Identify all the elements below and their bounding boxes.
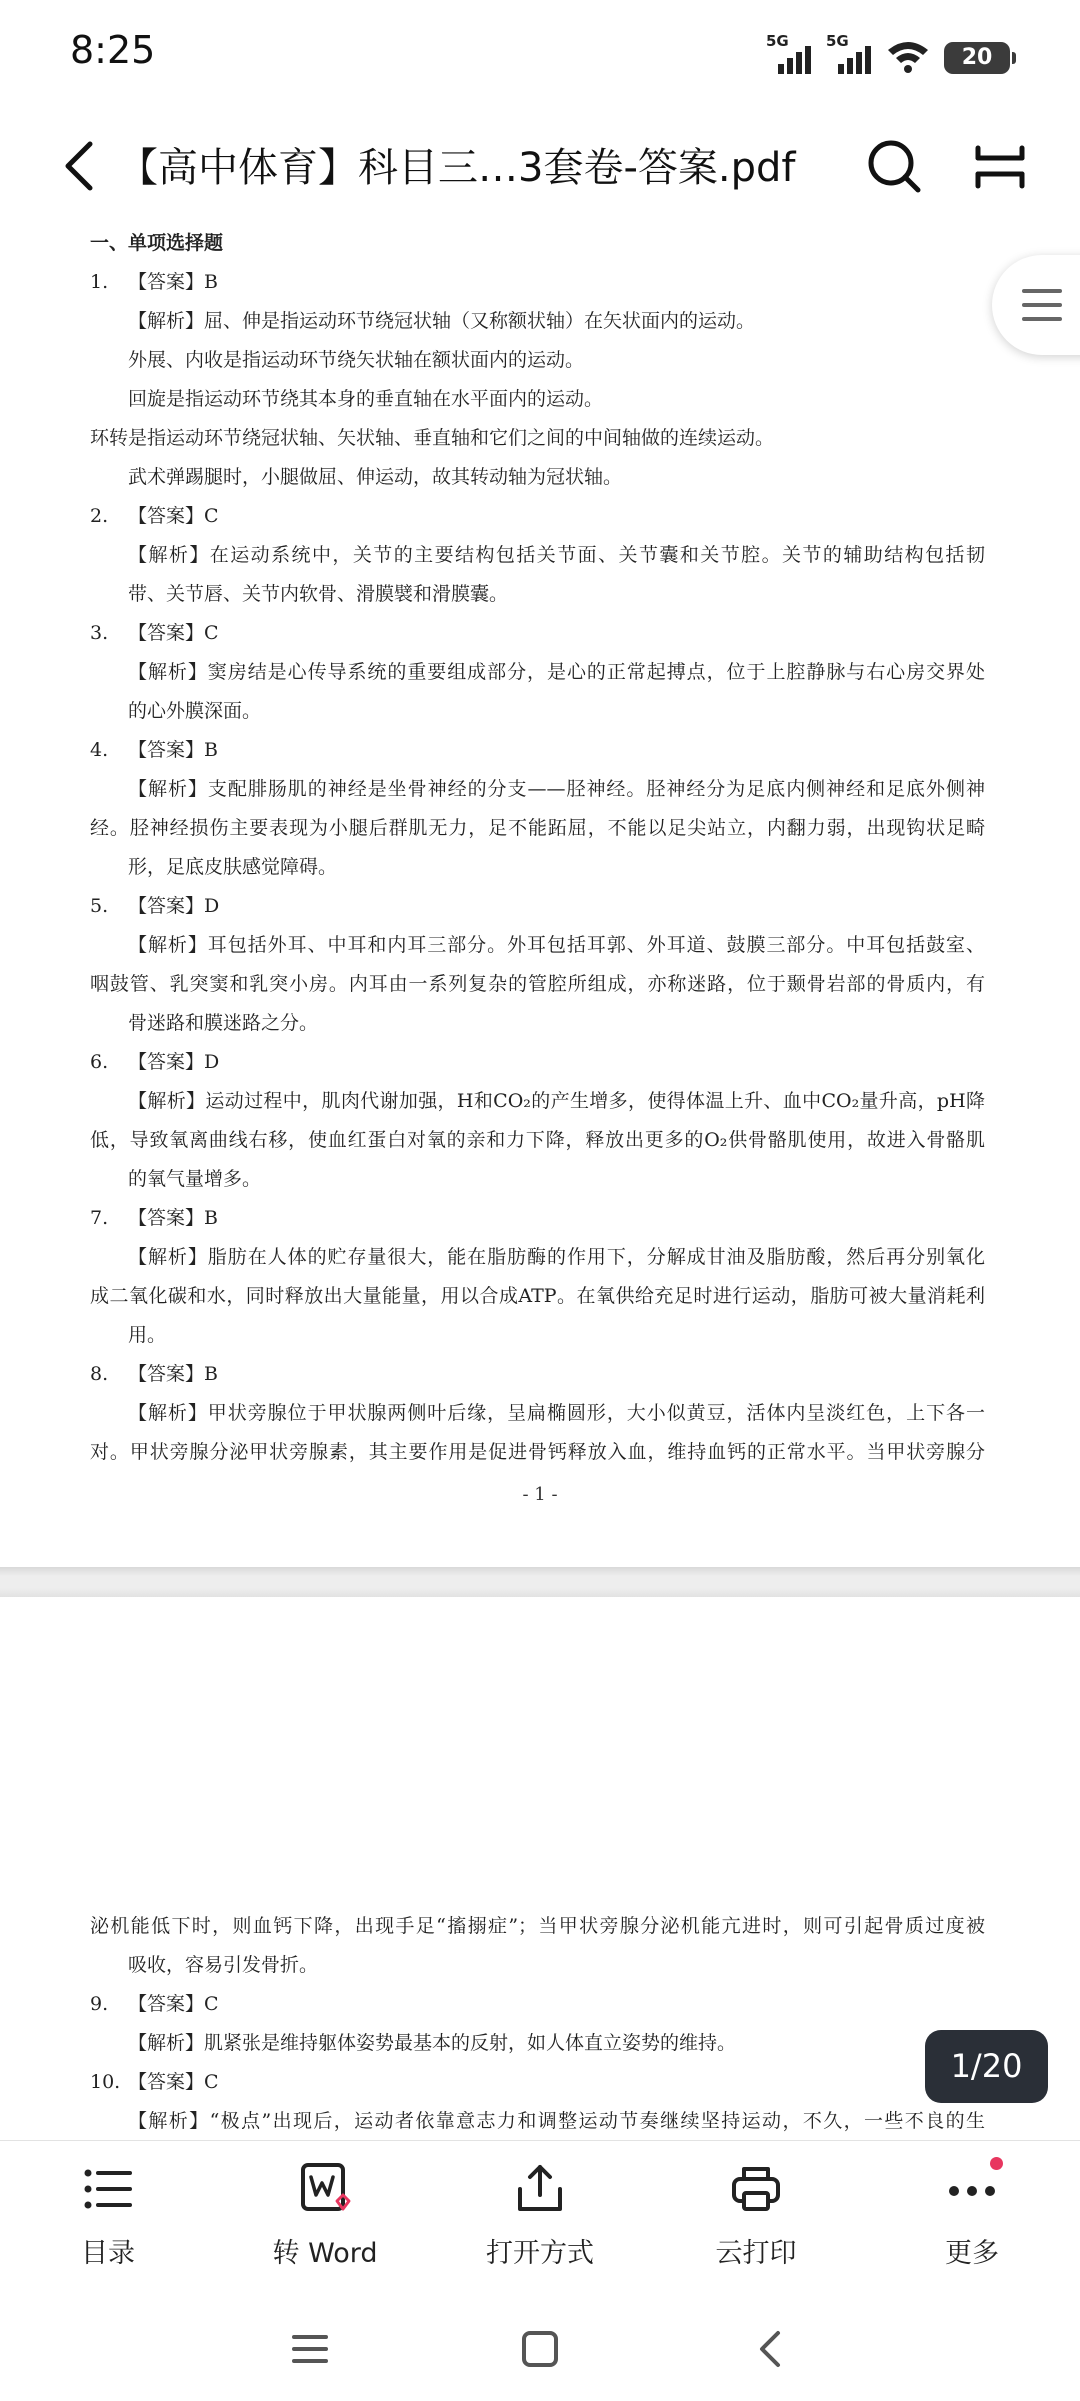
- toolbar-label: 更多: [945, 2238, 999, 2269]
- answer-line: [90, 731, 985, 770]
- toolbar-label: 云打印: [715, 2238, 797, 2269]
- question-number: 5.: [90, 895, 109, 917]
- explanation-line: 带、关节唇、关节内软骨、滑膜襞和滑膜囊。: [128, 583, 509, 605]
- explanation-line: 【解析】脂肪在人体的贮存量很大，能在脂肪酶的作用下，分解成甘油及脂肪酸，然后再分别氧化: [128, 1246, 985, 1268]
- page-separator: [0, 1567, 1080, 1597]
- question-number: 8.: [90, 1363, 109, 1385]
- explanation-line: 经。胫神经损伤主要表现为小腿后群肌无力，足不能跖屈，不能以足尖站立，内翻力弱，出现钩状足畸: [90, 817, 985, 839]
- home-icon[interactable]: [510, 2319, 570, 2379]
- explanation-line: 骨迷路和膜迷路之分。: [128, 1012, 319, 1034]
- answer-text: 【答案】B: [128, 271, 218, 293]
- answer-line: [90, 1043, 985, 1082]
- back-icon[interactable]: [740, 2319, 800, 2379]
- answer-line: [90, 614, 985, 653]
- explanation-line: 形，足底皮肤感觉障碍。: [128, 856, 338, 878]
- pdf-page-1: [0, 222, 1080, 1567]
- printer-icon: [728, 2161, 784, 2217]
- pdf-viewer[interactable]: [0, 222, 1080, 2140]
- question-number: 3.: [90, 622, 109, 644]
- back-arrow-icon[interactable]: [52, 136, 112, 196]
- answer-text: 【答案】B: [128, 1207, 218, 1229]
- answer-text: 【答案】D: [128, 895, 220, 917]
- explanation-line: 低，导致氧离曲线右移，使血红蛋白对氧的亲和力下降，释放出更多的O₂供骨骼肌使用，故进入骨骼肌: [90, 1129, 985, 1151]
- network-type-label: 5G: [826, 32, 849, 50]
- status-icons: [766, 30, 1010, 74]
- explanation-line: 武术弹踢腿时，小腿做屈、伸运动，故其转动轴为冠状轴。: [128, 466, 623, 488]
- answer-text: 【答案】C: [128, 1993, 219, 2015]
- explanation-line: 咽鼓管、乳突窦和乳突小房。内耳由一系列复杂的管腔所组成，亦称迷路，位于颞骨岩部的骨质内，有: [90, 973, 985, 995]
- page-2-content: [90, 1907, 985, 2140]
- pdf-page-2: [0, 1597, 1080, 2140]
- explanation-line: 回旋是指运动环节绕其本身的垂直轴在水平面内的运动。: [128, 388, 604, 410]
- explanation-line: 【解析】甲状旁腺位于甲状腺两侧叶后缘，呈扁椭圆形，大小似黄豆，活体内呈淡红色，上下各一: [128, 1402, 985, 1424]
- explanation-line: 【解析】支配腓肠肌的神经是坐骨神经的分支——胫神经。胫神经分为足底内侧神经和足底外侧神: [128, 778, 985, 800]
- question-number: 1.: [90, 271, 109, 293]
- explanation-line: 用。: [128, 1324, 167, 1346]
- hamburger-icon: [1020, 285, 1064, 325]
- answer-text: 【答案】C: [128, 622, 219, 644]
- title-bar: [0, 110, 1080, 223]
- explanation-line: 【解析】窦房结是心传导系统的重要组成部分，是心的正常起搏点，位于上腔静脉与右心房交界处: [128, 661, 985, 683]
- wifi-icon: [886, 38, 930, 74]
- cellular-signal-icon: [766, 32, 812, 74]
- toolbar-item-more[interactable]: [872, 2141, 1072, 2296]
- answer-text: 【答案】B: [128, 1363, 218, 1385]
- list-icon: [80, 2161, 136, 2217]
- recents-icon[interactable]: [280, 2319, 340, 2379]
- explanation-line: 吸收，容易引发骨折。: [128, 1954, 319, 1976]
- explanation-line: 【解析】运动过程中，肌肉代谢加强，H和CO₂的产生增多，使得体温上升、血中CO₂量升高，pH降: [128, 1090, 985, 1112]
- explanation-line: 外展、内收是指运动环节绕矢状轴在额状面内的运动。: [128, 349, 585, 371]
- explanation-line: 对。甲状旁腺分泌甲状旁腺素，其主要作用是促进骨钙释放入血，维持血钙的正常水平。当甲状旁腺分: [90, 1441, 985, 1463]
- answer-line: [90, 1985, 985, 2024]
- page-1-content: [90, 224, 985, 1472]
- explanation-line: 【解析】肌紧张是维持躯体姿势最基本的反射，如人体直立姿势的维持。: [128, 2032, 737, 2054]
- explanation-line: 的氧气量增多。: [128, 1168, 262, 1190]
- explanation-line: 【解析】耳包括外耳、中耳和内耳三部分。外耳包括耳郭、外耳道、鼓膜三部分。中耳包括鼓室、: [128, 934, 985, 956]
- question-number: 4.: [90, 739, 109, 761]
- more-icon: [944, 2161, 1000, 2217]
- toolbar-item-contents[interactable]: [8, 2141, 208, 2296]
- explanation-line: 泌机能低下时，则血钙下降，出现手足“搐搦症”；当甲状旁腺分泌机能亢进时，则可引起骨质过度被: [90, 1915, 985, 1937]
- answer-line: [90, 1355, 985, 1394]
- answer-line: [90, 263, 985, 302]
- section-heading: 一、单项选择题: [90, 232, 224, 254]
- question-number: 6.: [90, 1051, 109, 1073]
- answer-text: 【答案】C: [128, 2071, 219, 2093]
- network-type-label: 5G: [766, 32, 789, 50]
- question-number: 9.: [90, 1993, 109, 2015]
- system-navigation-bar: [0, 2295, 1080, 2401]
- explanation-line: 环转是指运动环节绕冠状轴、矢状轴、垂直轴和它们之间的中间轴做的连续运动。: [90, 427, 775, 449]
- battery-icon: 20: [944, 42, 1010, 74]
- explanation-line: 成二氧化碳和水，同时释放出大量能量，用以合成ATP。在氧供给充足时进行运动，脂肪可被大量消耗利: [90, 1285, 985, 1307]
- share-icon: [512, 2161, 568, 2217]
- page-number: - 1 -: [522, 1484, 558, 1505]
- answer-line: [90, 2063, 985, 2102]
- bottom-toolbar: [0, 2140, 1080, 2296]
- explanation-line: 【解析】“极点”出现后，运动者依靠意志力和调整运动节奏继续坚持运动，不久，一些不良的生: [128, 2110, 985, 2132]
- question-number: 2.: [90, 505, 109, 527]
- document-title: 【高中体育】科目三…3套卷-答案.pdf: [118, 145, 796, 191]
- cellular-signal-icon: [826, 32, 872, 74]
- word-convert-icon: [297, 2161, 353, 2217]
- answer-text: 【答案】C: [128, 505, 219, 527]
- answer-line: [90, 1199, 985, 1238]
- explanation-line: 的心外膜深面。: [128, 700, 262, 722]
- status-bar: [0, 0, 1080, 110]
- toolbar-label: 转 Word: [272, 2238, 378, 2269]
- page-indicator: 1/20: [925, 2030, 1048, 2103]
- status-time: 8:25: [70, 28, 156, 72]
- notification-dot: [990, 2157, 1003, 2170]
- question-number: 7.: [90, 1207, 109, 1229]
- answer-line: [90, 497, 985, 536]
- explanation-line: 【解析】在运动系统中，关节的主要结构包括关节面、关节囊和关节腔。关节的辅助结构包括韧: [128, 544, 985, 566]
- toolbar-label: 打开方式: [486, 2238, 594, 2269]
- read-mode-icon[interactable]: [970, 136, 1030, 196]
- question-number: 10.: [90, 2071, 121, 2093]
- toolbar-label: 目录: [81, 2238, 135, 2269]
- answer-line: [90, 887, 985, 926]
- toolbar-item-cloud-print[interactable]: [656, 2141, 856, 2296]
- answer-text: 【答案】D: [128, 1051, 220, 1073]
- answer-text: 【答案】B: [128, 739, 218, 761]
- toolbar-item-to-word[interactable]: [225, 2141, 425, 2296]
- explanation-line: 【解析】屈、伸是指运动环节绕冠状轴（又称额状轴）在矢状面内的运动。: [128, 310, 756, 332]
- search-icon[interactable]: [864, 136, 924, 196]
- toolbar-item-open-with[interactable]: [440, 2141, 640, 2296]
